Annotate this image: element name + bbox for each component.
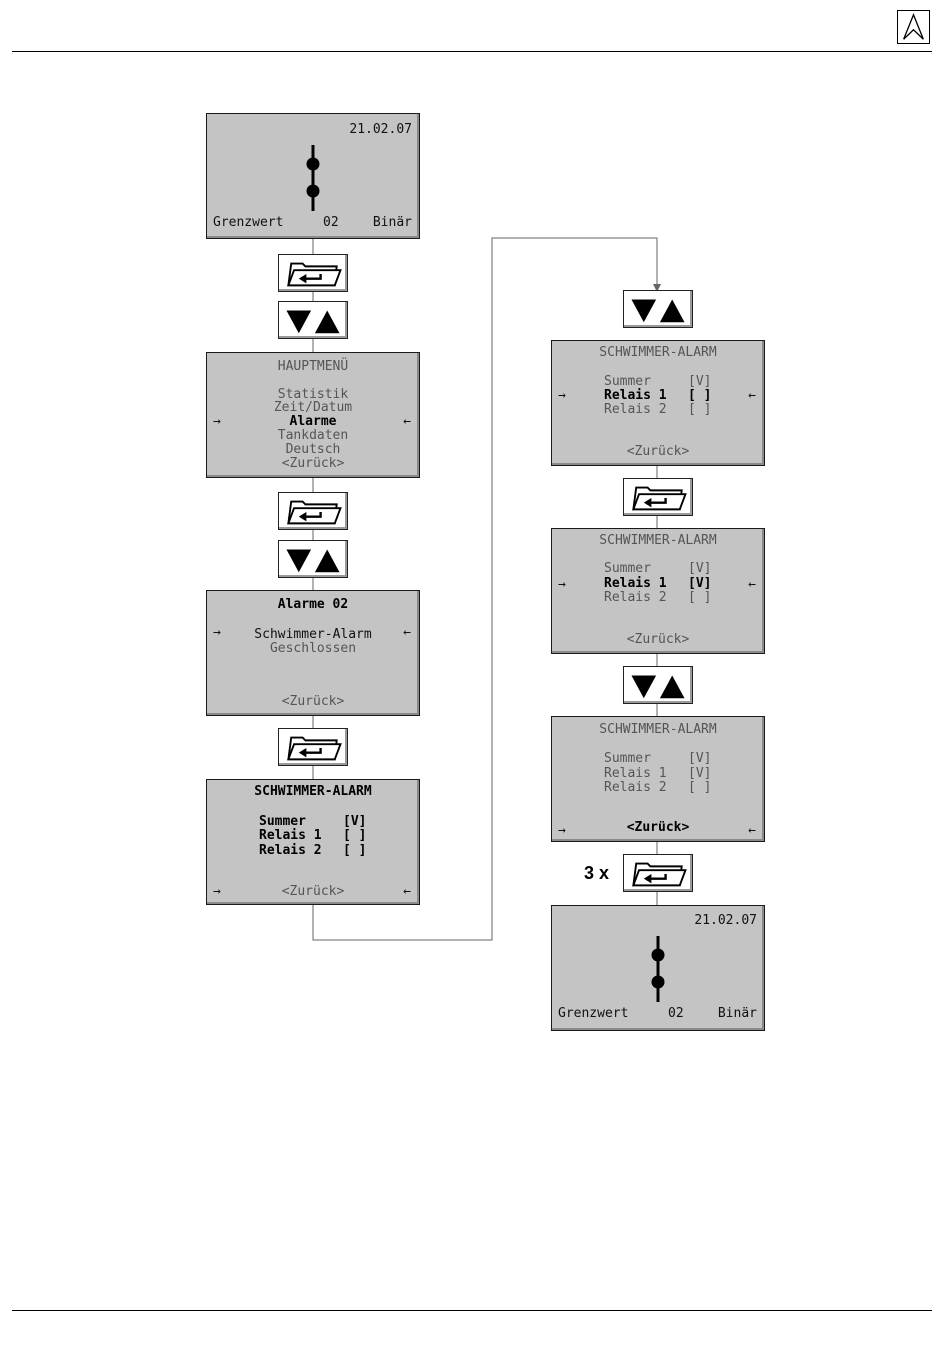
home-label-left: Grenzwert <box>558 1006 629 1021</box>
cursor-left-arrow: ← <box>403 884 411 899</box>
schwimmer-back[interactable]: <Zurück> <box>626 444 690 459</box>
menu-item-deutsch[interactable]: Deutsch <box>285 442 341 457</box>
alarme-title: Alarme 02 <box>277 597 349 612</box>
summer-checkbox[interactable]: [V] <box>688 374 712 389</box>
alarme-screen <box>206 590 420 716</box>
relais2-checkbox[interactable]: [ ] <box>688 402 712 417</box>
hauptmenu-screen <box>206 352 420 478</box>
schwimmer-alarm-screen-2 <box>551 340 765 466</box>
relais2-label: Relais 2 <box>604 590 667 605</box>
down-up-triangle-icon <box>279 541 347 577</box>
summer-label: Summer <box>259 814 306 829</box>
menu-item-zeit-datum[interactable]: Zeit/Datum <box>273 400 353 415</box>
summer-label: Summer <box>604 751 651 766</box>
home-label-left: Grenzwert <box>213 215 284 230</box>
cursor-left-arrow: ← <box>748 577 756 592</box>
relais2-label: Relais 2 <box>604 780 667 795</box>
relais2-checkbox[interactable]: [ ] <box>688 780 712 795</box>
schwimmer-alarm-screen-4 <box>551 716 765 842</box>
summer-checkbox[interactable]: [V] <box>688 751 712 766</box>
summer-checkbox[interactable]: [V] <box>688 561 712 576</box>
summer-label: Summer <box>604 374 651 389</box>
down-up-triangle-icon <box>279 302 347 338</box>
folder-enter-icon <box>279 729 347 765</box>
down-up-button[interactable] <box>623 290 693 328</box>
schwimmer-back[interactable]: <Zurück> <box>626 632 690 647</box>
home-screen-final <box>551 905 765 1031</box>
menu-item-zurueck[interactable]: <Zurück> <box>281 456 345 471</box>
cursor-right-arrow: → <box>213 414 221 429</box>
relais1-label: Relais 1 <box>259 828 322 843</box>
home-date: 21.02.07 <box>349 122 412 137</box>
relais1-label: Relais 1 <box>604 388 667 403</box>
enter-button[interactable] <box>278 728 348 766</box>
folder-enter-icon <box>279 255 347 291</box>
enter-button[interactable] <box>278 492 348 530</box>
schwimmer-title: SCHWIMMER-ALARM <box>599 533 717 548</box>
folder-enter-icon <box>279 493 347 529</box>
schwimmer-alarm-screen-3 <box>551 528 765 654</box>
repeat-count-label: 3 x <box>584 863 610 883</box>
relais1-checkbox[interactable]: [ ] <box>688 388 712 403</box>
enter-button[interactable] <box>623 478 693 516</box>
level-switch-icon <box>304 145 322 211</box>
home-label-mid: 02 <box>668 1006 684 1021</box>
relais1-label: Relais 1 <box>604 576 667 591</box>
schwimmer-alarm-screen-1 <box>206 779 420 905</box>
relais2-label: Relais 2 <box>259 843 322 858</box>
schwimmer-back[interactable]: <Zurück> <box>626 820 690 835</box>
folder-enter-icon <box>624 855 692 891</box>
down-up-button[interactable] <box>623 666 693 704</box>
summer-checkbox[interactable]: [V] <box>343 814 367 829</box>
relais2-checkbox[interactable]: [ ] <box>343 843 367 858</box>
down-up-button[interactable] <box>278 540 348 578</box>
header-rule <box>12 51 932 52</box>
cursor-right-arrow: → <box>213 884 221 899</box>
cursor-left-arrow: ← <box>403 414 411 429</box>
level-switch-icon <box>649 936 667 1002</box>
enter-button[interactable] <box>278 254 348 292</box>
cursor-right-arrow: → <box>558 577 566 592</box>
schwimmer-title: SCHWIMMER-ALARM <box>599 345 717 360</box>
down-up-button[interactable] <box>278 301 348 339</box>
menu-item-alarme[interactable]: Alarme <box>289 414 337 429</box>
menu-item-tankdaten[interactable]: Tankdaten <box>277 428 349 443</box>
schwimmer-title: SCHWIMMER-ALARM <box>599 722 717 737</box>
schwimmer-title: SCHWIMMER-ALARM <box>254 784 372 799</box>
cursor-right-arrow: → <box>558 388 566 403</box>
company-logo-icon <box>897 10 930 44</box>
footer-rule <box>12 1310 932 1311</box>
alarme-schwimmer-item[interactable]: Schwimmer-Alarm <box>254 627 372 642</box>
alarme-back[interactable]: <Zurück> <box>281 694 345 709</box>
down-up-triangle-icon <box>624 667 692 703</box>
home-label-right: Binär <box>372 215 412 230</box>
schwimmer-back[interactable]: <Zurück> <box>281 884 345 899</box>
alarme-status: Geschlossen <box>269 641 357 656</box>
home-label-right: Binär <box>717 1006 757 1021</box>
enter-button[interactable] <box>623 854 693 892</box>
cursor-left-arrow: ← <box>403 625 411 640</box>
relais1-checkbox[interactable]: [V] <box>688 576 712 591</box>
relais1-checkbox[interactable]: [V] <box>688 766 712 781</box>
folder-enter-icon <box>624 479 692 515</box>
menu-item-statistik[interactable]: Statistik <box>277 387 349 402</box>
summer-label: Summer <box>604 561 651 576</box>
home-date: 21.02.07 <box>694 913 757 928</box>
cursor-left-arrow: ← <box>748 823 756 838</box>
relais2-checkbox[interactable]: [ ] <box>688 590 712 605</box>
home-screen <box>206 113 420 239</box>
cursor-right-arrow: → <box>558 823 566 838</box>
hauptmenu-title: HAUPTMENÜ <box>277 359 349 374</box>
cursor-left-arrow: ← <box>748 388 756 403</box>
relais1-label: Relais 1 <box>604 766 667 781</box>
relais2-label: Relais 2 <box>604 402 667 417</box>
cursor-right-arrow: → <box>213 625 221 640</box>
down-up-triangle-icon <box>624 291 692 327</box>
home-label-mid: 02 <box>323 215 339 230</box>
relais1-checkbox[interactable]: [ ] <box>343 828 367 843</box>
